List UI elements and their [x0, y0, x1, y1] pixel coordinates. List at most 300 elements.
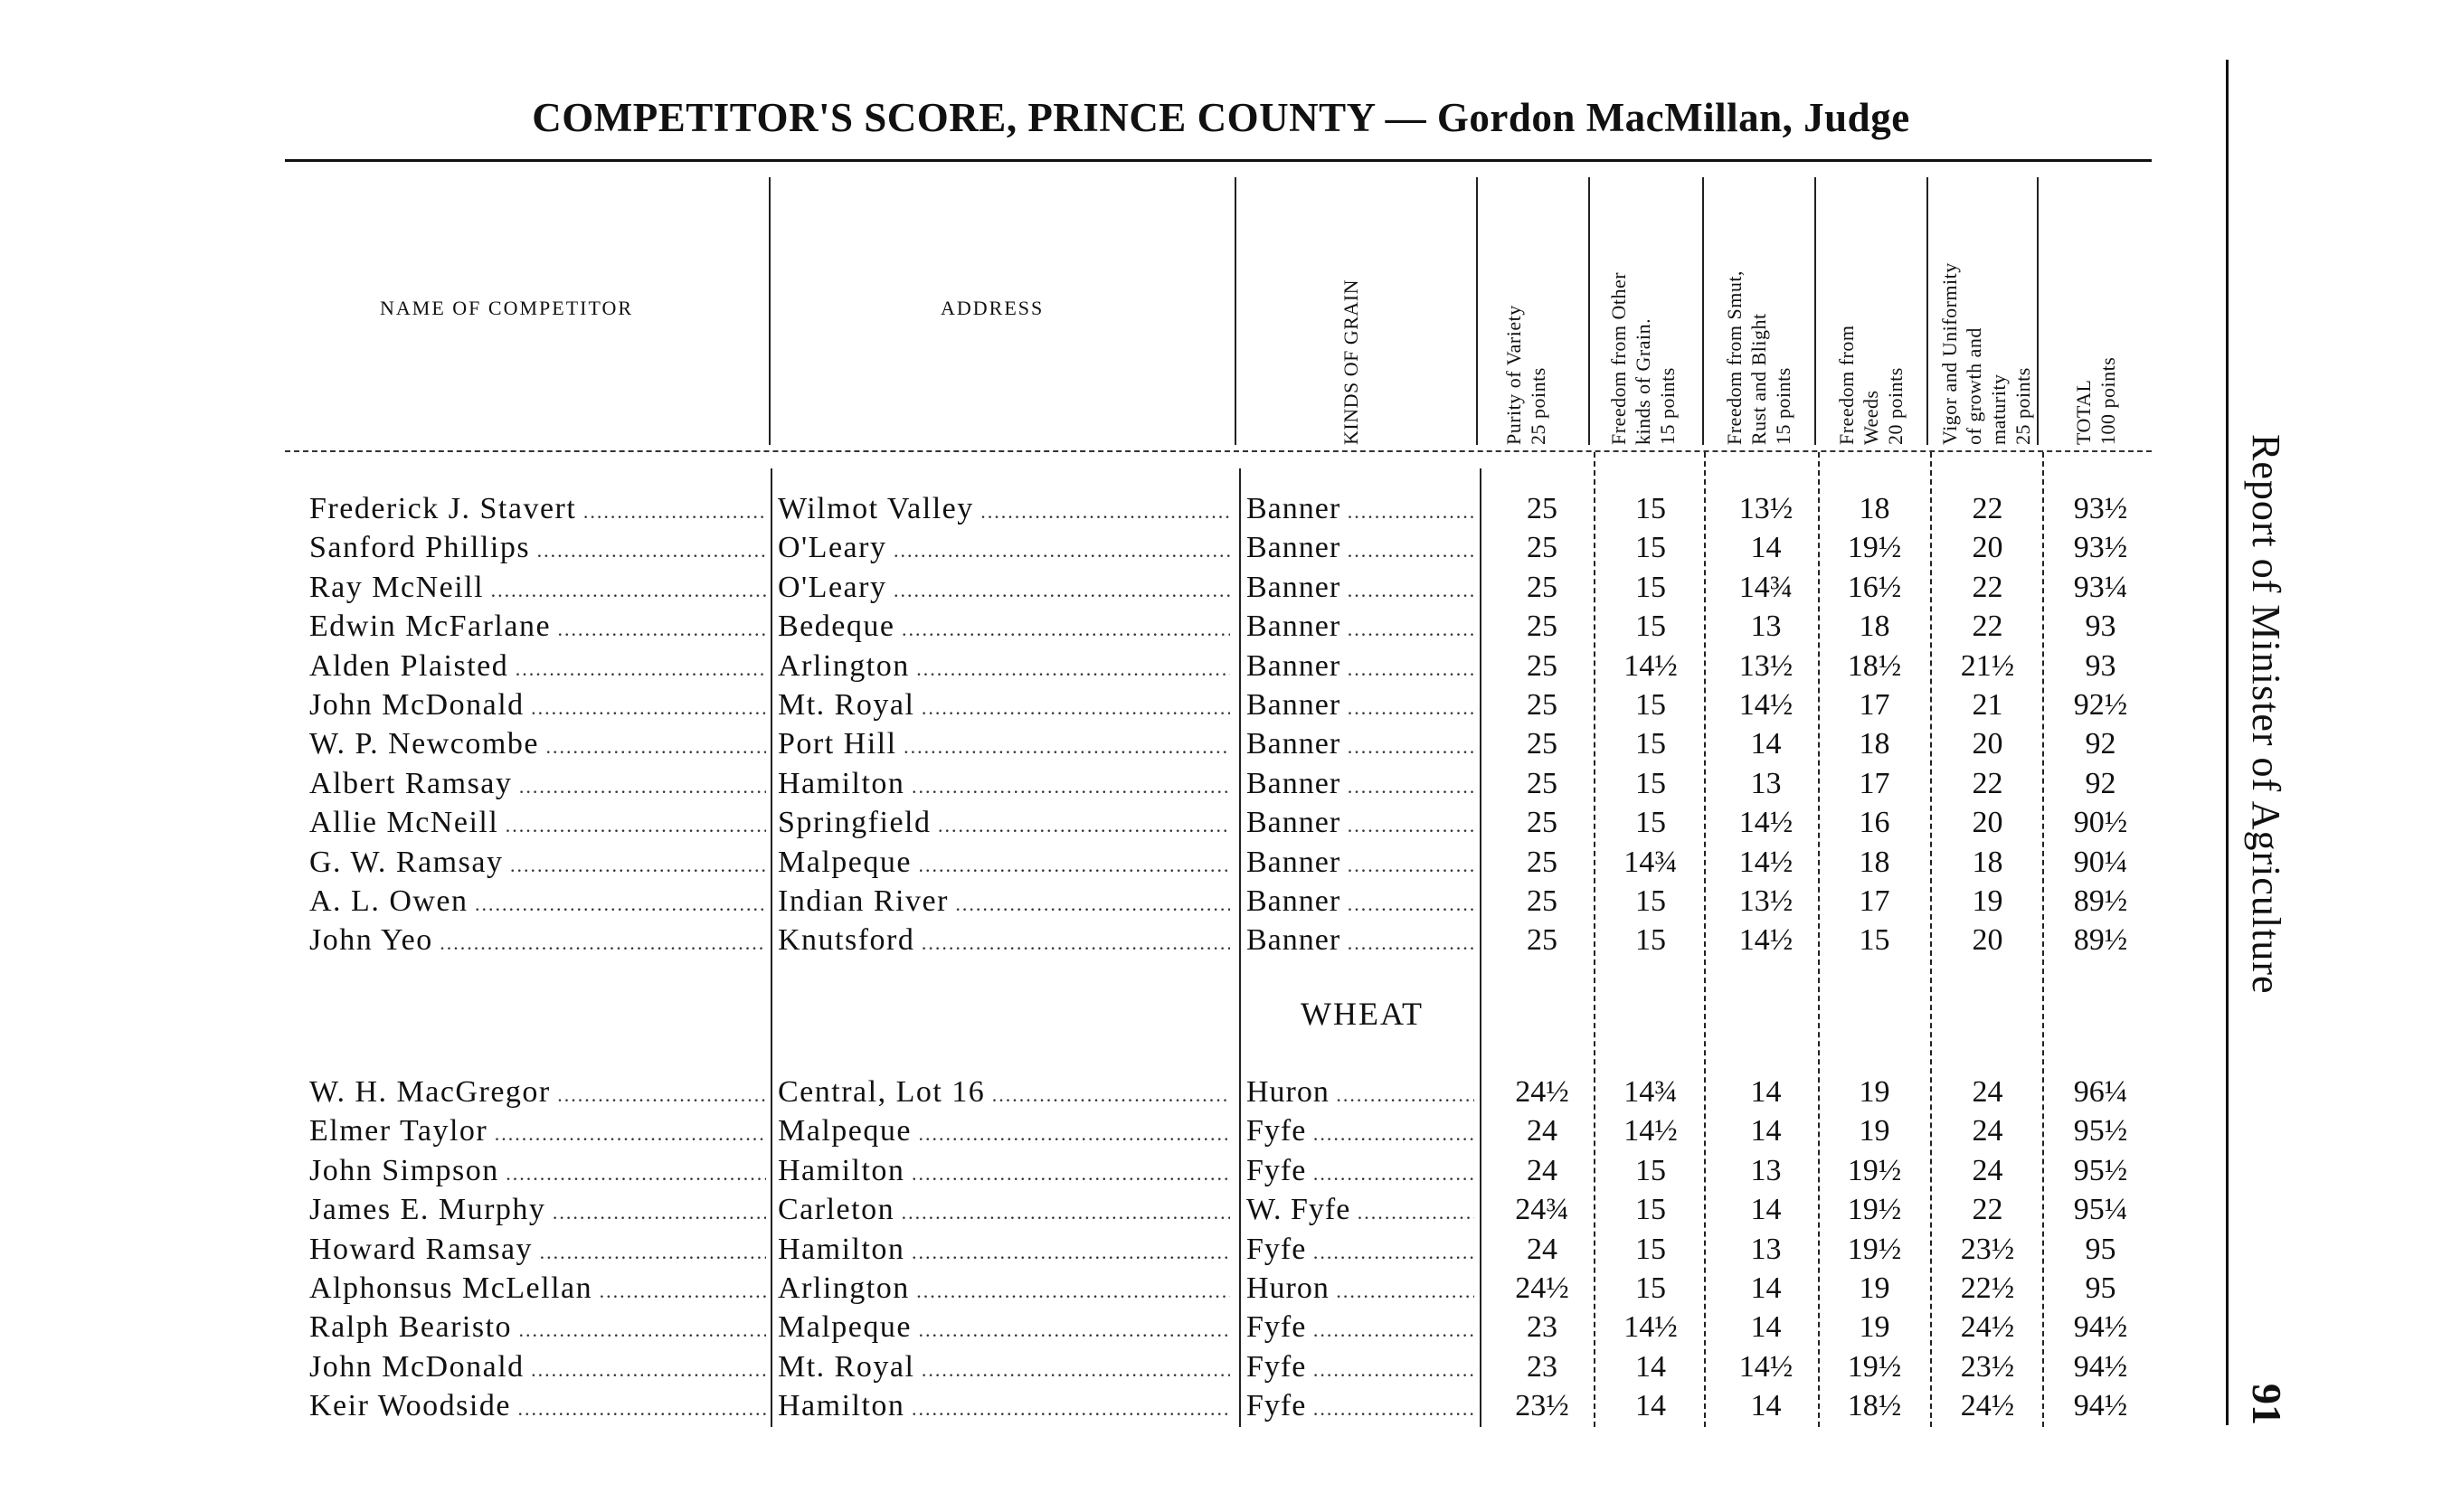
- score-vigor: [1936, 805, 2040, 841]
- competitor-name-text: A. L. Owen: [309, 884, 469, 918]
- competitor-address: [778, 530, 1230, 569]
- header-weeds-line2: Weeds: [1860, 390, 1882, 445]
- score-other-grain-text: 14: [1635, 1389, 1666, 1422]
- score-purity-text: 25: [1527, 610, 1557, 643]
- competitor-name: [309, 687, 766, 726]
- score-purity-text: 25: [1527, 923, 1557, 957]
- score-other-grain: [1601, 491, 1700, 527]
- table-row: [0, 530, 2442, 566]
- competitor-name-text: Albert Ramsay: [309, 767, 513, 800]
- score-smut: [1714, 1388, 1818, 1424]
- page-title: COMPETITOR'S SCORE, PRINCE COUNTY — Gordon MacMillan, Judge: [532, 95, 1910, 140]
- score-weeds: [1822, 1153, 1926, 1189]
- score-total-text: 95¼: [2073, 1193, 2128, 1226]
- competitor-name: [309, 1113, 766, 1152]
- table-row: [0, 1309, 2442, 1346]
- score-vigor: [1936, 1349, 2040, 1385]
- grain-kind: [1246, 570, 1474, 609]
- score-other-grain: [1601, 570, 1700, 606]
- score-weeds-text: 18: [1859, 492, 1890, 525]
- score-total: [2049, 1113, 2153, 1149]
- grain-kind-text: Banner: [1246, 767, 1341, 800]
- score-other-grain: [1601, 805, 1700, 841]
- score-vigor-text: 19: [1972, 884, 2003, 918]
- score-total: [2049, 1349, 2153, 1385]
- grain-kind: [1246, 1074, 1474, 1113]
- score-other-grain: [1601, 884, 1700, 920]
- score-other-grain: [1601, 1271, 1700, 1307]
- competitor-address: [778, 845, 1230, 884]
- score-vigor-text: 24½: [1960, 1310, 2015, 1344]
- score-smut-text: 13: [1750, 610, 1782, 643]
- score-purity: [1492, 922, 1592, 959]
- score-other-grain-text: 15: [1635, 1271, 1666, 1305]
- score-vigor-text: 22: [1972, 610, 2003, 643]
- score-weeds-text: 18½: [1847, 1389, 1902, 1422]
- score-smut-text: 14: [1750, 1193, 1782, 1226]
- score-smut-text: 14: [1750, 727, 1782, 761]
- score-weeds-text: 16: [1859, 806, 1890, 839]
- score-other-grain: [1601, 1192, 1700, 1228]
- score-smut: [1714, 1271, 1818, 1307]
- score-other-grain-text: 14¾: [1623, 846, 1678, 879]
- competitor-address: [778, 1271, 1230, 1309]
- score-other-grain: [1601, 1309, 1700, 1346]
- score-vigor-text: 23½: [1960, 1350, 2015, 1384]
- score-other-grain-text: 15: [1635, 1193, 1666, 1226]
- header-vigor: [1937, 174, 2035, 445]
- score-vigor-text: 18: [1972, 846, 2003, 879]
- competitor-name: [309, 1232, 766, 1271]
- score-smut: [1714, 726, 1818, 762]
- score-smut-text: 14½: [1738, 846, 1794, 879]
- score-smut: [1714, 1192, 1818, 1228]
- score-other-grain: [1601, 609, 1700, 645]
- score-total-text: 92: [2085, 727, 2116, 761]
- score-other-grain-text: 14½: [1623, 1114, 1678, 1148]
- score-vigor: [1936, 1271, 2040, 1307]
- score-purity: [1492, 1271, 1592, 1307]
- score-purity: [1492, 1232, 1592, 1268]
- competitor-address: [778, 1309, 1230, 1348]
- score-purity-text: 23: [1527, 1350, 1557, 1384]
- table-row: [0, 1232, 2442, 1268]
- score-purity-text: 25: [1527, 884, 1557, 918]
- header-weeds: [1834, 174, 1907, 445]
- score-vigor-text: 24: [1972, 1154, 2003, 1187]
- score-smut: [1714, 884, 1818, 920]
- competitor-name: [309, 1074, 766, 1113]
- score-weeds: [1822, 491, 1926, 527]
- score-purity: [1492, 1074, 1592, 1110]
- grain-kind-text: Banner: [1246, 884, 1341, 918]
- score-total: [2049, 687, 2153, 723]
- score-purity: [1492, 726, 1592, 762]
- competitor-name-text: John McDonald: [309, 1350, 525, 1384]
- score-vigor: [1936, 1388, 2040, 1424]
- score-weeds-text: 19: [1859, 1114, 1890, 1148]
- score-weeds-text: 17: [1859, 688, 1890, 722]
- score-purity: [1492, 805, 1592, 841]
- competitor-name: [309, 884, 766, 922]
- grain-kind-text: Banner: [1246, 492, 1341, 525]
- score-vigor: [1936, 687, 2040, 723]
- score-vigor-text: 21½: [1960, 649, 2015, 683]
- score-purity: [1492, 609, 1592, 645]
- competitor-address-text: Springfield: [778, 806, 932, 839]
- header-kinds-of-grain: [1339, 174, 1363, 445]
- score-purity-text: 25: [1527, 806, 1557, 839]
- score-other-grain: [1601, 1232, 1700, 1268]
- header-total-line2: 100 points: [2097, 356, 2119, 445]
- page-number: 91: [2244, 1384, 2290, 1425]
- score-total-text: 90¼: [2073, 846, 2128, 879]
- competitor-address-text: Malpeque: [778, 846, 912, 879]
- score-total: [2049, 1388, 2153, 1424]
- table-row: [0, 687, 2442, 723]
- table-row: [0, 766, 2442, 802]
- score-other-grain-text: 14: [1635, 1350, 1666, 1384]
- score-vigor: [1936, 766, 2040, 802]
- score-total: [2049, 884, 2153, 920]
- score-smut: [1714, 1153, 1818, 1189]
- table-row: [0, 1388, 2442, 1424]
- score-weeds-text: 17: [1859, 884, 1890, 918]
- header-vigor-line2: of growth and: [1963, 327, 1985, 445]
- score-other-grain-text: 14½: [1623, 1310, 1678, 1344]
- score-purity-text: 24: [1527, 1154, 1557, 1187]
- competitor-address: [778, 1192, 1230, 1231]
- score-vigor-text: 22: [1972, 767, 2003, 800]
- score-smut: [1714, 530, 1818, 566]
- competitor-address: [778, 609, 1230, 647]
- score-smut-text: 13: [1750, 1154, 1782, 1187]
- score-purity: [1492, 1153, 1592, 1189]
- competitor-name: [309, 570, 766, 609]
- score-weeds: [1822, 648, 1926, 685]
- competitor-address-text: Carleton: [778, 1193, 895, 1226]
- score-vigor-text: 20: [1972, 531, 2003, 564]
- competitor-address: [778, 1113, 1230, 1152]
- score-total-text: 92: [2085, 767, 2116, 800]
- header-divider: [1702, 177, 1704, 445]
- score-smut-text: 14: [1750, 1271, 1782, 1305]
- score-total: [2049, 648, 2153, 685]
- score-weeds: [1822, 1309, 1926, 1346]
- score-purity: [1492, 1113, 1592, 1149]
- score-weeds-text: 19½: [1847, 1193, 1902, 1226]
- score-purity: [1492, 845, 1592, 881]
- grain-kind-text: Banner: [1246, 610, 1341, 643]
- score-smut: [1714, 570, 1818, 606]
- header-other-grain: [1606, 174, 1680, 445]
- score-vigor-text: 24: [1972, 1075, 2003, 1109]
- grain-kind-text: Banner: [1246, 688, 1341, 722]
- score-weeds-text: 16½: [1847, 571, 1902, 604]
- competitor-name: [309, 491, 766, 530]
- score-purity-text: 25: [1527, 649, 1557, 683]
- table-row: [0, 648, 2442, 685]
- score-smut-text: 13½: [1738, 492, 1794, 525]
- grain-kind-text: Fyfe: [1246, 1154, 1307, 1187]
- grain-kind: [1246, 530, 1474, 569]
- score-purity-text: 24½: [1515, 1271, 1569, 1305]
- score-weeds: [1822, 1192, 1926, 1228]
- score-total: [2049, 530, 2153, 566]
- score-total: [2049, 1232, 2153, 1268]
- header-smut-line2: Rust and Blight: [1747, 313, 1770, 445]
- score-other-grain: [1601, 922, 1700, 959]
- score-purity: [1492, 884, 1592, 920]
- competitor-address: [778, 922, 1230, 961]
- score-vigor-text: 24½: [1960, 1389, 2015, 1422]
- grain-kind: [1246, 1388, 1474, 1427]
- competitor-address-text: Hamilton: [778, 1389, 905, 1422]
- score-total: [2049, 922, 2153, 959]
- table-row: [0, 1113, 2442, 1149]
- grain-kind: [1246, 1271, 1474, 1309]
- score-smut-text: 13: [1750, 1233, 1782, 1266]
- score-purity: [1492, 1192, 1592, 1228]
- score-total-text: 93¼: [2073, 571, 2128, 604]
- competitor-name: [309, 922, 766, 961]
- score-weeds: [1822, 845, 1926, 881]
- competitor-name: [309, 648, 766, 687]
- score-vigor: [1936, 1232, 2040, 1268]
- header-divider: [1588, 177, 1590, 445]
- grain-kind-text: Fyfe: [1246, 1233, 1307, 1266]
- score-purity-text: 24½: [1515, 1075, 1569, 1109]
- competitor-name-text: Ray McNeill: [309, 571, 485, 604]
- table-row: [0, 845, 2442, 881]
- score-weeds: [1822, 687, 1926, 723]
- score-smut-text: 14: [1750, 1389, 1782, 1422]
- header-weeds-line3: 20 points: [1884, 367, 1907, 445]
- competitor-address: [778, 884, 1230, 922]
- header-bottom-rule: [285, 450, 2152, 452]
- competitor-address: [778, 766, 1230, 805]
- score-weeds: [1822, 805, 1926, 841]
- score-vigor: [1936, 845, 2040, 881]
- competitor-address-text: Bedeque: [778, 610, 895, 643]
- header-divider: [1814, 177, 1816, 445]
- competitor-name-text: Alphonsus McLellan: [309, 1271, 593, 1305]
- grain-kind-text: Fyfe: [1246, 1389, 1307, 1422]
- side-rule: [2226, 60, 2229, 1425]
- competitor-address-text: Mt. Royal: [778, 688, 915, 722]
- score-total: [2049, 1192, 2153, 1228]
- score-smut: [1714, 687, 1818, 723]
- score-smut: [1714, 1074, 1818, 1110]
- table-row: [0, 1349, 2442, 1385]
- grain-kind-text: Fyfe: [1246, 1350, 1307, 1384]
- header-vigor-line4: 25 points: [2011, 367, 2034, 445]
- score-weeds-text: 17: [1859, 767, 1890, 800]
- score-vigor-text: 20: [1972, 923, 2003, 957]
- table-row: [0, 884, 2442, 920]
- score-purity: [1492, 1349, 1592, 1385]
- score-total-text: 94½: [2073, 1350, 2128, 1384]
- header-vigor-line1: Vigor and Uniformity: [1938, 262, 1961, 445]
- grain-kind: [1246, 845, 1474, 884]
- score-other-grain-text: 14½: [1623, 649, 1678, 683]
- score-weeds: [1822, 1113, 1926, 1149]
- score-total-text: 93½: [2073, 492, 2128, 525]
- score-other-grain-text: 15: [1635, 610, 1666, 643]
- score-other-grain: [1601, 1388, 1700, 1424]
- score-other-grain-text: 15: [1635, 727, 1666, 761]
- score-total-text: 95: [2085, 1271, 2116, 1305]
- score-total-text: 90½: [2073, 806, 2128, 839]
- grain-kind-text: Banner: [1246, 727, 1341, 761]
- score-vigor-text: 22½: [1960, 1271, 2015, 1305]
- score-weeds: [1822, 726, 1926, 762]
- score-total-text: 95: [2085, 1233, 2116, 1266]
- competitor-name-text: John McDonald: [309, 688, 525, 722]
- score-vigor-text: 20: [1972, 806, 2003, 839]
- header-divider: [2037, 177, 2039, 445]
- grain-kind-text: Banner: [1246, 806, 1341, 839]
- score-other-grain: [1601, 1074, 1700, 1110]
- score-total-text: 93: [2085, 610, 2116, 643]
- competitor-address: [778, 1349, 1230, 1388]
- competitor-address-text: Hamilton: [778, 767, 905, 800]
- score-vigor: [1936, 491, 2040, 527]
- score-other-grain: [1601, 845, 1700, 881]
- score-weeds: [1822, 1232, 1926, 1268]
- score-purity-text: 25: [1527, 727, 1557, 761]
- score-total-text: 95½: [2073, 1154, 2128, 1187]
- score-purity-text: 25: [1527, 846, 1557, 879]
- score-total: [2049, 1309, 2153, 1346]
- score-other-grain: [1601, 530, 1700, 566]
- competitor-name: [309, 726, 766, 765]
- header-total: [2071, 174, 2120, 445]
- competitor-address-text: Arlington: [778, 649, 910, 683]
- score-vigor-text: 22: [1972, 571, 2003, 604]
- score-smut-text: 14½: [1738, 1350, 1794, 1384]
- score-purity: [1492, 570, 1592, 606]
- score-vigor-text: 20: [1972, 727, 2003, 761]
- table-row: [0, 922, 2442, 959]
- score-weeds-text: 19: [1859, 1310, 1890, 1344]
- score-other-grain-text: 15: [1635, 923, 1666, 957]
- score-weeds-text: 18: [1859, 846, 1890, 879]
- score-total-text: 93: [2085, 649, 2116, 683]
- competitor-address-text: Indian River: [778, 884, 949, 918]
- score-other-grain: [1601, 687, 1700, 723]
- header-smut-line3: 15 points: [1772, 367, 1794, 445]
- score-smut: [1714, 491, 1818, 527]
- competitor-name-text: W. H. MacGregor: [309, 1075, 551, 1109]
- score-total: [2049, 805, 2153, 841]
- header-smut: [1722, 174, 1795, 445]
- score-purity-text: 25: [1527, 531, 1557, 564]
- score-smut-text: 14: [1750, 1310, 1782, 1344]
- score-smut: [1714, 1349, 1818, 1385]
- header-smut-line1: Freedom from Smut,: [1723, 270, 1746, 445]
- header-name-of-competitor: NAME OF COMPETITOR: [380, 297, 634, 319]
- score-vigor: [1936, 1113, 2040, 1149]
- competitor-address-text: Central, Lot 16: [778, 1075, 986, 1109]
- competitor-address: [778, 491, 1230, 530]
- score-total: [2049, 609, 2153, 645]
- table-row: [0, 1074, 2442, 1110]
- score-purity-text: 25: [1527, 492, 1557, 525]
- score-vigor-text: 22: [1972, 1193, 2003, 1226]
- table-row: [0, 1192, 2442, 1228]
- score-purity-text: 24¾: [1515, 1193, 1569, 1226]
- score-smut: [1714, 609, 1818, 645]
- header-vigor-line3: maturity: [1987, 373, 2010, 445]
- grain-kind-text: Fyfe: [1246, 1114, 1307, 1148]
- score-smut-text: 14½: [1738, 806, 1794, 839]
- competitor-name-text: Keir Woodside: [309, 1389, 511, 1422]
- competitor-address: [778, 726, 1230, 765]
- score-vigor: [1936, 609, 2040, 645]
- score-purity-text: 23: [1527, 1310, 1557, 1344]
- score-weeds: [1822, 570, 1926, 606]
- score-other-grain-text: 15: [1635, 806, 1666, 839]
- score-smut-text: 14: [1750, 1114, 1782, 1148]
- score-vigor: [1936, 648, 2040, 685]
- competitor-name-text: Edwin McFarlane: [309, 610, 552, 643]
- score-other-grain: [1601, 1153, 1700, 1189]
- table-row: [0, 726, 2442, 762]
- score-smut: [1714, 1309, 1818, 1346]
- grain-kind-text: Banner: [1246, 846, 1341, 879]
- score-smut: [1714, 1232, 1818, 1268]
- score-weeds-text: 18½: [1847, 649, 1902, 683]
- competitor-name: [309, 1192, 766, 1231]
- score-smut-text: 14: [1750, 531, 1782, 564]
- competitor-name: [309, 1271, 766, 1309]
- competitor-name-text: Elmer Taylor: [309, 1114, 488, 1148]
- score-purity-text: 23½: [1515, 1389, 1569, 1422]
- header-other-line3: 15 points: [1656, 367, 1679, 445]
- score-weeds-text: 19: [1859, 1271, 1890, 1305]
- header-weeds-line1: Freedom from: [1835, 325, 1858, 445]
- competitor-address: [778, 1232, 1230, 1271]
- header-divider: [1235, 177, 1236, 445]
- header-kind-label: KINDS OF GRAIN: [1339, 279, 1362, 445]
- competitor-address-text: Hamilton: [778, 1233, 905, 1266]
- table-row: [0, 609, 2442, 645]
- header-top-rule: [285, 159, 2152, 162]
- competitor-name: [309, 805, 766, 844]
- grain-kind: [1246, 1309, 1474, 1348]
- competitor-name-text: John Simpson: [309, 1154, 499, 1187]
- score-weeds: [1822, 922, 1926, 959]
- score-total-text: 89½: [2073, 884, 2128, 918]
- header-divider: [1476, 177, 1478, 445]
- score-other-grain-text: 15: [1635, 1233, 1666, 1266]
- competitor-name-text: Howard Ramsay: [309, 1233, 534, 1266]
- competitor-address-text: O'Leary: [778, 571, 887, 604]
- score-purity-text: 25: [1527, 688, 1557, 722]
- competitor-address-text: Hamilton: [778, 1154, 905, 1187]
- score-purity-text: 25: [1527, 767, 1557, 800]
- score-other-grain: [1601, 1113, 1700, 1149]
- score-smut: [1714, 1113, 1818, 1149]
- score-total-text: 94½: [2073, 1389, 2128, 1422]
- score-smut-text: 13½: [1738, 884, 1794, 918]
- score-smut-text: 14¾: [1738, 571, 1794, 604]
- score-weeds-text: 19½: [1847, 1154, 1902, 1187]
- score-smut-text: 13: [1750, 767, 1782, 800]
- competitor-name-text: W. P. Newcombe: [309, 727, 539, 761]
- running-title: Report of Minister of Agriculture: [2244, 434, 2288, 995]
